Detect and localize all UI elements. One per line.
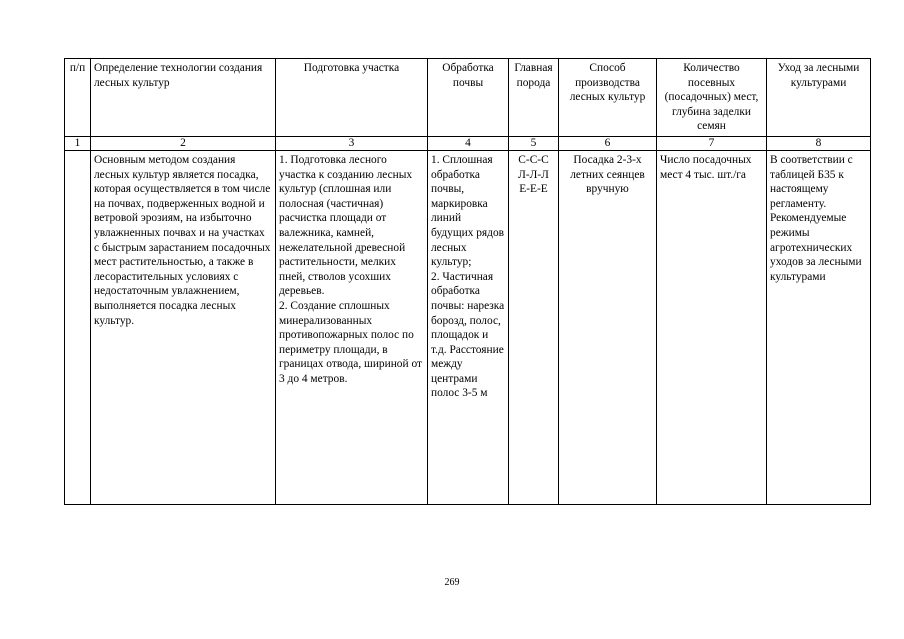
column-number: 7 [657, 136, 767, 150]
header-cell: п/п [65, 59, 91, 137]
header-cell: Количество посевных (посадочных) мест, глубина заделки семян [657, 59, 767, 137]
table-cell: Число посадочных мест 4 тыс. шт./га [657, 150, 767, 504]
table-cell: В соответствии с таблицей Б35 к настоящему регламенту. Рекомендуемые режимы агротехнических уходов за лесными культурами [767, 150, 871, 504]
column-number: 5 [509, 136, 559, 150]
table-cell: С-С-С Л-Л-Л Е-Е-Е [509, 150, 559, 504]
table-cell: 1. Подготовка лесного участка к созданию лесных культур (сплошная или полосная (частичная) расчистка площади от валежника, камней, нежелательной древесной растительности, мелких пней, стволов усохших деревьев. 2. Создание сплошных минерализованных противопожарных полос по периметру площади, в границах отвода, шириной от 3 до 4 метров. [276, 150, 428, 504]
column-number: 3 [276, 136, 428, 150]
column-number-row [65, 136, 871, 150]
header-cell: Определение технологии создания лесных культур [91, 59, 276, 137]
column-number: 6 [559, 136, 657, 150]
page-number: 269 [444, 577, 460, 588]
table-cell: 1. Сплошная обработка почвы, маркировка линий будущих рядов лесных культур; 2. Частичная обработка почвы: нарезка борозд, полос, площадок и т.д. Расстояние между центрами полос 3-5 м [428, 150, 509, 504]
column-number: 8 [767, 136, 871, 150]
header-cell: Способ производства лесных культур [559, 59, 657, 137]
header-cell: Подготовка участка [276, 59, 428, 137]
table-cell: Посадка 2-3-х летних сеянцев вручную [559, 150, 657, 504]
header-cell: Уход за лесными культурами [767, 59, 871, 137]
column-number: 4 [428, 136, 509, 150]
table-row [65, 150, 871, 504]
column-number: 2 [91, 136, 276, 150]
header-cell: Главная порода [509, 59, 559, 137]
table-cell [65, 150, 91, 504]
header-row [65, 59, 871, 137]
header-cell: Обработка почвы [428, 59, 509, 137]
forestry-table [64, 58, 871, 505]
table-cell: Основным методом создания лесных культур является посадка, которая осуществляется в том числе на почвах, подверженных водной и ветровой эрозиям, на избыточно увлажненных почвах и на участках с быстрым зарастанием посадочных мест растительностью, а также в лесорастительных условиях с недостаточным увлажнением, выполняется посадка лесных культур. [91, 150, 276, 504]
column-number: 1 [65, 136, 91, 150]
